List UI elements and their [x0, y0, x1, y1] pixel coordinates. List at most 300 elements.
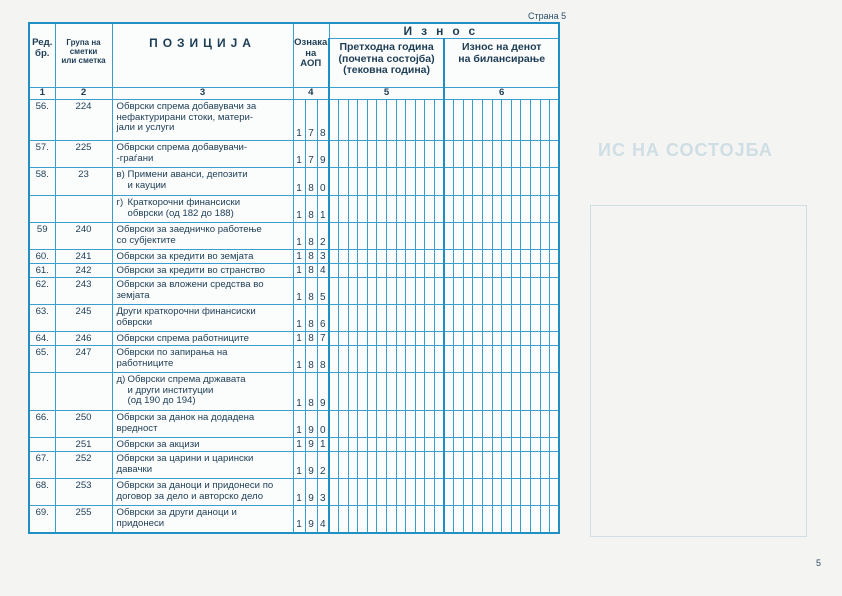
balance-date-digit-cell[interactable] [540, 196, 550, 223]
previous-year-digit-cell[interactable] [377, 250, 387, 264]
balance-date-digit-cell[interactable] [492, 346, 502, 373]
previous-year-digit-cell[interactable] [406, 168, 416, 196]
previous-year-digit-cell[interactable] [406, 438, 416, 452]
previous-year-digit-cell[interactable] [339, 411, 349, 438]
balance-date-digit-cell[interactable] [483, 373, 493, 411]
previous-year-digit-cell[interactable] [396, 452, 406, 479]
previous-year-digit-cell[interactable] [348, 168, 358, 196]
previous-year-digit-cell[interactable] [329, 332, 339, 346]
previous-year-digit-cell[interactable] [367, 479, 377, 506]
balance-date-digit-cell[interactable] [521, 452, 531, 479]
balance-date-digit-cell[interactable] [483, 332, 493, 346]
balance-date-digit-cell[interactable] [492, 506, 502, 533]
previous-year-digit-cell[interactable] [387, 264, 397, 278]
balance-date-digit-cell[interactable] [463, 411, 473, 438]
balance-date-digit-cell[interactable] [530, 332, 540, 346]
balance-date-digit-cell[interactable] [530, 452, 540, 479]
previous-year-digit-cell[interactable] [329, 346, 339, 373]
balance-date-digit-cell[interactable] [473, 223, 483, 250]
balance-date-digit-cell[interactable] [540, 506, 550, 533]
balance-date-digit-cell[interactable] [521, 438, 531, 452]
balance-date-digit-cell[interactable] [463, 196, 473, 223]
previous-year-digit-cell[interactable] [435, 264, 445, 278]
previous-year-digit-cell[interactable] [367, 141, 377, 168]
balance-date-digit-cell[interactable] [530, 168, 540, 196]
previous-year-digit-cell[interactable] [348, 373, 358, 411]
previous-year-digit-cell[interactable] [377, 479, 387, 506]
balance-date-digit-cell[interactable] [550, 479, 560, 506]
previous-year-digit-cell[interactable] [435, 479, 445, 506]
balance-date-digit-cell[interactable] [492, 438, 502, 452]
balance-date-digit-cell[interactable] [483, 411, 493, 438]
balance-date-digit-cell[interactable] [550, 346, 560, 373]
balance-date-digit-cell[interactable] [454, 100, 464, 141]
balance-date-digit-cell[interactable] [444, 438, 454, 452]
balance-date-digit-cell[interactable] [511, 506, 521, 533]
balance-date-digit-cell[interactable] [502, 278, 512, 305]
balance-date-digit-cell[interactable] [502, 506, 512, 533]
previous-year-digit-cell[interactable] [387, 411, 397, 438]
previous-year-digit-cell[interactable] [377, 452, 387, 479]
previous-year-digit-cell[interactable] [425, 332, 435, 346]
balance-date-digit-cell[interactable] [550, 305, 560, 332]
balance-date-digit-cell[interactable] [444, 250, 454, 264]
balance-date-digit-cell[interactable] [444, 278, 454, 305]
previous-year-digit-cell[interactable] [377, 278, 387, 305]
balance-date-digit-cell[interactable] [521, 168, 531, 196]
balance-date-digit-cell[interactable] [521, 250, 531, 264]
balance-date-digit-cell[interactable] [540, 278, 550, 305]
previous-year-digit-cell[interactable] [425, 278, 435, 305]
previous-year-digit-cell[interactable] [348, 305, 358, 332]
balance-date-digit-cell[interactable] [492, 452, 502, 479]
balance-date-digit-cell[interactable] [511, 278, 521, 305]
balance-date-digit-cell[interactable] [444, 373, 454, 411]
previous-year-digit-cell[interactable] [415, 250, 425, 264]
previous-year-digit-cell[interactable] [339, 438, 349, 452]
previous-year-digit-cell[interactable] [339, 452, 349, 479]
previous-year-digit-cell[interactable] [406, 506, 416, 533]
balance-date-digit-cell[interactable] [550, 223, 560, 250]
previous-year-digit-cell[interactable] [348, 332, 358, 346]
balance-date-digit-cell[interactable] [521, 506, 531, 533]
balance-date-digit-cell[interactable] [483, 305, 493, 332]
previous-year-digit-cell[interactable] [339, 100, 349, 141]
previous-year-digit-cell[interactable] [396, 278, 406, 305]
previous-year-digit-cell[interactable] [425, 479, 435, 506]
previous-year-digit-cell[interactable] [406, 223, 416, 250]
previous-year-digit-cell[interactable] [358, 332, 368, 346]
previous-year-digit-cell[interactable] [415, 264, 425, 278]
balance-date-digit-cell[interactable] [521, 305, 531, 332]
previous-year-digit-cell[interactable] [329, 141, 339, 168]
balance-date-digit-cell[interactable] [530, 479, 540, 506]
balance-date-digit-cell[interactable] [511, 223, 521, 250]
previous-year-digit-cell[interactable] [406, 373, 416, 411]
balance-date-digit-cell[interactable] [540, 264, 550, 278]
previous-year-digit-cell[interactable] [396, 264, 406, 278]
balance-date-digit-cell[interactable] [483, 168, 493, 196]
previous-year-digit-cell[interactable] [406, 346, 416, 373]
balance-date-digit-cell[interactable] [483, 223, 493, 250]
previous-year-digit-cell[interactable] [396, 506, 406, 533]
balance-date-digit-cell[interactable] [530, 346, 540, 373]
previous-year-digit-cell[interactable] [387, 332, 397, 346]
previous-year-digit-cell[interactable] [329, 411, 339, 438]
previous-year-digit-cell[interactable] [425, 411, 435, 438]
previous-year-digit-cell[interactable] [358, 223, 368, 250]
previous-year-digit-cell[interactable] [415, 411, 425, 438]
previous-year-digit-cell[interactable] [329, 223, 339, 250]
balance-date-digit-cell[interactable] [473, 411, 483, 438]
balance-date-digit-cell[interactable] [492, 332, 502, 346]
balance-date-digit-cell[interactable] [454, 305, 464, 332]
balance-date-digit-cell[interactable] [502, 305, 512, 332]
previous-year-digit-cell[interactable] [367, 346, 377, 373]
balance-date-digit-cell[interactable] [502, 373, 512, 411]
previous-year-digit-cell[interactable] [387, 438, 397, 452]
balance-date-digit-cell[interactable] [492, 250, 502, 264]
previous-year-digit-cell[interactable] [339, 223, 349, 250]
previous-year-digit-cell[interactable] [406, 479, 416, 506]
previous-year-digit-cell[interactable] [358, 100, 368, 141]
balance-date-digit-cell[interactable] [454, 346, 464, 373]
previous-year-digit-cell[interactable] [329, 452, 339, 479]
previous-year-digit-cell[interactable] [425, 506, 435, 533]
previous-year-digit-cell[interactable] [387, 346, 397, 373]
balance-date-digit-cell[interactable] [530, 373, 540, 411]
balance-date-digit-cell[interactable] [521, 346, 531, 373]
previous-year-digit-cell[interactable] [415, 168, 425, 196]
previous-year-digit-cell[interactable] [358, 196, 368, 223]
previous-year-digit-cell[interactable] [377, 506, 387, 533]
balance-date-digit-cell[interactable] [530, 223, 540, 250]
balance-date-digit-cell[interactable] [444, 100, 454, 141]
previous-year-digit-cell[interactable] [425, 305, 435, 332]
balance-date-digit-cell[interactable] [550, 411, 560, 438]
previous-year-digit-cell[interactable] [329, 479, 339, 506]
previous-year-digit-cell[interactable] [348, 196, 358, 223]
previous-year-digit-cell[interactable] [435, 346, 445, 373]
balance-date-digit-cell[interactable] [483, 100, 493, 141]
balance-date-digit-cell[interactable] [463, 264, 473, 278]
balance-date-digit-cell[interactable] [511, 250, 521, 264]
previous-year-digit-cell[interactable] [367, 305, 377, 332]
previous-year-digit-cell[interactable] [387, 100, 397, 141]
previous-year-digit-cell[interactable] [396, 332, 406, 346]
balance-date-digit-cell[interactable] [454, 264, 464, 278]
previous-year-digit-cell[interactable] [425, 168, 435, 196]
balance-date-digit-cell[interactable] [463, 278, 473, 305]
balance-date-digit-cell[interactable] [530, 411, 540, 438]
balance-date-digit-cell[interactable] [550, 196, 560, 223]
previous-year-digit-cell[interactable] [435, 452, 445, 479]
balance-date-digit-cell[interactable] [444, 452, 454, 479]
previous-year-digit-cell[interactable] [367, 264, 377, 278]
previous-year-digit-cell[interactable] [329, 264, 339, 278]
balance-date-digit-cell[interactable] [492, 411, 502, 438]
previous-year-digit-cell[interactable] [415, 452, 425, 479]
previous-year-digit-cell[interactable] [348, 438, 358, 452]
previous-year-digit-cell[interactable] [348, 346, 358, 373]
balance-date-digit-cell[interactable] [502, 223, 512, 250]
balance-date-digit-cell[interactable] [463, 332, 473, 346]
previous-year-digit-cell[interactable] [387, 506, 397, 533]
balance-date-digit-cell[interactable] [502, 411, 512, 438]
balance-date-digit-cell[interactable] [511, 332, 521, 346]
previous-year-digit-cell[interactable] [425, 346, 435, 373]
balance-date-digit-cell[interactable] [444, 223, 454, 250]
previous-year-digit-cell[interactable] [329, 100, 339, 141]
balance-date-digit-cell[interactable] [483, 250, 493, 264]
previous-year-digit-cell[interactable] [406, 332, 416, 346]
previous-year-digit-cell[interactable] [339, 305, 349, 332]
previous-year-digit-cell[interactable] [367, 373, 377, 411]
balance-date-digit-cell[interactable] [530, 250, 540, 264]
previous-year-digit-cell[interactable] [329, 168, 339, 196]
balance-date-digit-cell[interactable] [483, 438, 493, 452]
balance-date-digit-cell[interactable] [444, 411, 454, 438]
previous-year-digit-cell[interactable] [358, 438, 368, 452]
balance-date-digit-cell[interactable] [521, 278, 531, 305]
previous-year-digit-cell[interactable] [435, 411, 445, 438]
balance-date-digit-cell[interactable] [511, 373, 521, 411]
balance-date-digit-cell[interactable] [454, 438, 464, 452]
previous-year-digit-cell[interactable] [329, 196, 339, 223]
balance-date-digit-cell[interactable] [521, 479, 531, 506]
previous-year-digit-cell[interactable] [435, 100, 445, 141]
previous-year-digit-cell[interactable] [377, 100, 387, 141]
balance-date-digit-cell[interactable] [454, 141, 464, 168]
previous-year-digit-cell[interactable] [367, 438, 377, 452]
previous-year-digit-cell[interactable] [339, 346, 349, 373]
previous-year-digit-cell[interactable] [406, 141, 416, 168]
previous-year-digit-cell[interactable] [339, 168, 349, 196]
balance-date-digit-cell[interactable] [463, 438, 473, 452]
previous-year-digit-cell[interactable] [396, 223, 406, 250]
previous-year-digit-cell[interactable] [387, 223, 397, 250]
previous-year-digit-cell[interactable] [396, 373, 406, 411]
previous-year-digit-cell[interactable] [329, 506, 339, 533]
previous-year-digit-cell[interactable] [425, 452, 435, 479]
previous-year-digit-cell[interactable] [387, 168, 397, 196]
previous-year-digit-cell[interactable] [425, 264, 435, 278]
balance-date-digit-cell[interactable] [540, 438, 550, 452]
balance-date-digit-cell[interactable] [463, 141, 473, 168]
previous-year-digit-cell[interactable] [348, 100, 358, 141]
previous-year-digit-cell[interactable] [329, 305, 339, 332]
previous-year-digit-cell[interactable] [367, 196, 377, 223]
previous-year-digit-cell[interactable] [348, 250, 358, 264]
previous-year-digit-cell[interactable] [435, 141, 445, 168]
balance-date-digit-cell[interactable] [511, 196, 521, 223]
balance-date-digit-cell[interactable] [454, 452, 464, 479]
balance-date-digit-cell[interactable] [540, 479, 550, 506]
previous-year-digit-cell[interactable] [406, 452, 416, 479]
balance-date-digit-cell[interactable] [502, 479, 512, 506]
previous-year-digit-cell[interactable] [367, 452, 377, 479]
balance-date-digit-cell[interactable] [521, 100, 531, 141]
balance-date-digit-cell[interactable] [502, 332, 512, 346]
balance-date-digit-cell[interactable] [540, 346, 550, 373]
previous-year-digit-cell[interactable] [396, 141, 406, 168]
balance-date-digit-cell[interactable] [540, 100, 550, 141]
balance-date-digit-cell[interactable] [483, 479, 493, 506]
balance-date-digit-cell[interactable] [540, 141, 550, 168]
balance-date-digit-cell[interactable] [550, 452, 560, 479]
balance-date-digit-cell[interactable] [550, 168, 560, 196]
balance-date-digit-cell[interactable] [540, 411, 550, 438]
previous-year-digit-cell[interactable] [358, 411, 368, 438]
balance-date-digit-cell[interactable] [463, 305, 473, 332]
previous-year-digit-cell[interactable] [377, 438, 387, 452]
balance-date-digit-cell[interactable] [550, 264, 560, 278]
balance-date-digit-cell[interactable] [454, 250, 464, 264]
balance-date-digit-cell[interactable] [463, 506, 473, 533]
balance-date-digit-cell[interactable] [511, 346, 521, 373]
balance-date-digit-cell[interactable] [483, 196, 493, 223]
previous-year-digit-cell[interactable] [425, 373, 435, 411]
balance-date-digit-cell[interactable] [454, 168, 464, 196]
balance-date-digit-cell[interactable] [444, 479, 454, 506]
previous-year-digit-cell[interactable] [348, 411, 358, 438]
balance-date-digit-cell[interactable] [502, 100, 512, 141]
balance-date-digit-cell[interactable] [463, 168, 473, 196]
balance-date-digit-cell[interactable] [473, 278, 483, 305]
previous-year-digit-cell[interactable] [396, 196, 406, 223]
balance-date-digit-cell[interactable] [540, 250, 550, 264]
balance-date-digit-cell[interactable] [530, 196, 540, 223]
previous-year-digit-cell[interactable] [415, 223, 425, 250]
balance-date-digit-cell[interactable] [511, 438, 521, 452]
previous-year-digit-cell[interactable] [415, 305, 425, 332]
previous-year-digit-cell[interactable] [367, 332, 377, 346]
previous-year-digit-cell[interactable] [387, 479, 397, 506]
balance-date-digit-cell[interactable] [463, 250, 473, 264]
balance-date-digit-cell[interactable] [540, 168, 550, 196]
balance-date-digit-cell[interactable] [454, 506, 464, 533]
previous-year-digit-cell[interactable] [377, 305, 387, 332]
previous-year-digit-cell[interactable] [339, 141, 349, 168]
balance-date-digit-cell[interactable] [473, 250, 483, 264]
previous-year-digit-cell[interactable] [387, 141, 397, 168]
balance-date-digit-cell[interactable] [454, 411, 464, 438]
balance-date-digit-cell[interactable] [463, 373, 473, 411]
previous-year-digit-cell[interactable] [406, 100, 416, 141]
previous-year-digit-cell[interactable] [339, 506, 349, 533]
previous-year-digit-cell[interactable] [358, 346, 368, 373]
balance-date-digit-cell[interactable] [454, 223, 464, 250]
balance-date-digit-cell[interactable] [483, 141, 493, 168]
previous-year-digit-cell[interactable] [339, 332, 349, 346]
balance-date-digit-cell[interactable] [511, 452, 521, 479]
balance-date-digit-cell[interactable] [463, 346, 473, 373]
previous-year-digit-cell[interactable] [435, 196, 445, 223]
balance-date-digit-cell[interactable] [492, 168, 502, 196]
balance-date-digit-cell[interactable] [502, 452, 512, 479]
previous-year-digit-cell[interactable] [329, 373, 339, 411]
balance-date-digit-cell[interactable] [483, 278, 493, 305]
balance-date-digit-cell[interactable] [550, 250, 560, 264]
previous-year-digit-cell[interactable] [435, 305, 445, 332]
previous-year-digit-cell[interactable] [387, 196, 397, 223]
balance-date-digit-cell[interactable] [473, 373, 483, 411]
previous-year-digit-cell[interactable] [358, 264, 368, 278]
balance-date-digit-cell[interactable] [483, 452, 493, 479]
previous-year-digit-cell[interactable] [396, 250, 406, 264]
balance-date-digit-cell[interactable] [492, 196, 502, 223]
previous-year-digit-cell[interactable] [377, 332, 387, 346]
previous-year-digit-cell[interactable] [396, 100, 406, 141]
balance-date-digit-cell[interactable] [473, 506, 483, 533]
previous-year-digit-cell[interactable] [396, 168, 406, 196]
balance-date-digit-cell[interactable] [444, 168, 454, 196]
previous-year-digit-cell[interactable] [367, 250, 377, 264]
balance-date-digit-cell[interactable] [492, 373, 502, 411]
previous-year-digit-cell[interactable] [377, 223, 387, 250]
balance-date-digit-cell[interactable] [473, 100, 483, 141]
previous-year-digit-cell[interactable] [435, 506, 445, 533]
balance-date-digit-cell[interactable] [550, 100, 560, 141]
balance-date-digit-cell[interactable] [473, 479, 483, 506]
balance-date-digit-cell[interactable] [502, 250, 512, 264]
previous-year-digit-cell[interactable] [358, 141, 368, 168]
previous-year-digit-cell[interactable] [348, 479, 358, 506]
balance-date-digit-cell[interactable] [540, 332, 550, 346]
balance-date-digit-cell[interactable] [473, 264, 483, 278]
previous-year-digit-cell[interactable] [377, 168, 387, 196]
balance-date-digit-cell[interactable] [540, 373, 550, 411]
balance-date-digit-cell[interactable] [540, 452, 550, 479]
balance-date-digit-cell[interactable] [550, 373, 560, 411]
previous-year-digit-cell[interactable] [406, 305, 416, 332]
previous-year-digit-cell[interactable] [415, 373, 425, 411]
previous-year-digit-cell[interactable] [339, 264, 349, 278]
previous-year-digit-cell[interactable] [415, 196, 425, 223]
previous-year-digit-cell[interactable] [367, 278, 377, 305]
previous-year-digit-cell[interactable] [415, 438, 425, 452]
balance-date-digit-cell[interactable] [492, 305, 502, 332]
balance-date-digit-cell[interactable] [550, 141, 560, 168]
previous-year-digit-cell[interactable] [377, 346, 387, 373]
previous-year-digit-cell[interactable] [358, 305, 368, 332]
previous-year-digit-cell[interactable] [415, 479, 425, 506]
previous-year-digit-cell[interactable] [377, 411, 387, 438]
balance-date-digit-cell[interactable] [530, 141, 540, 168]
balance-date-digit-cell[interactable] [550, 278, 560, 305]
previous-year-digit-cell[interactable] [358, 250, 368, 264]
balance-date-digit-cell[interactable] [463, 452, 473, 479]
balance-date-digit-cell[interactable] [530, 264, 540, 278]
previous-year-digit-cell[interactable] [415, 346, 425, 373]
previous-year-digit-cell[interactable] [406, 264, 416, 278]
previous-year-digit-cell[interactable] [396, 438, 406, 452]
balance-date-digit-cell[interactable] [444, 332, 454, 346]
previous-year-digit-cell[interactable] [406, 278, 416, 305]
balance-date-digit-cell[interactable] [511, 479, 521, 506]
previous-year-digit-cell[interactable] [387, 305, 397, 332]
previous-year-digit-cell[interactable] [339, 278, 349, 305]
previous-year-digit-cell[interactable] [396, 305, 406, 332]
balance-date-digit-cell[interactable] [502, 264, 512, 278]
previous-year-digit-cell[interactable] [425, 100, 435, 141]
previous-year-digit-cell[interactable] [396, 346, 406, 373]
previous-year-digit-cell[interactable] [358, 479, 368, 506]
previous-year-digit-cell[interactable] [435, 438, 445, 452]
previous-year-digit-cell[interactable] [387, 278, 397, 305]
balance-date-digit-cell[interactable] [550, 438, 560, 452]
balance-date-digit-cell[interactable] [502, 196, 512, 223]
